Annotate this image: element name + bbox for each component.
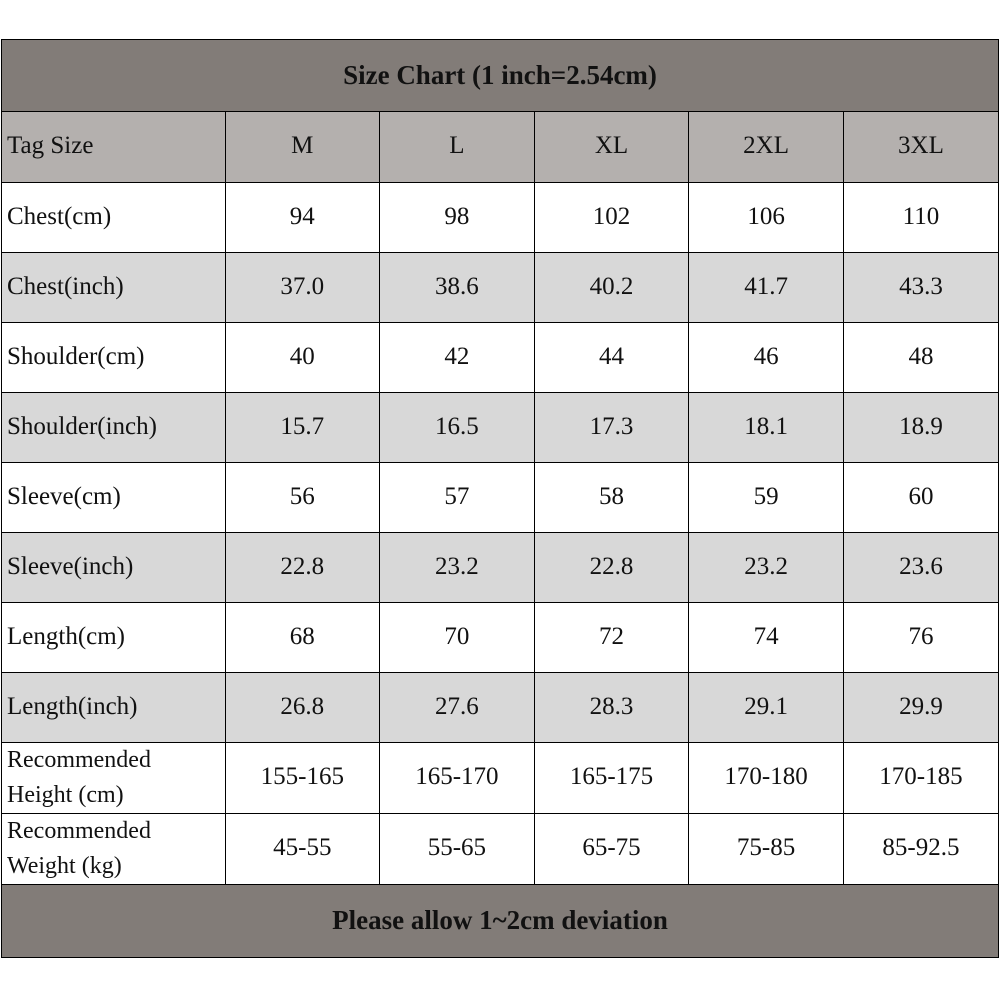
- cell-value: 23.6: [843, 532, 998, 602]
- cell-value: 16.5: [380, 392, 535, 462]
- cell-value: 38.6: [380, 252, 535, 322]
- row-label: [2, 742, 225, 813]
- cell-value: 72: [534, 602, 689, 672]
- cell-value: 42: [380, 322, 535, 392]
- cell-value: 165-175: [534, 742, 689, 813]
- deviation-note: Please allow 1~2cm deviation: [2, 884, 998, 957]
- cell-value: 75-85: [689, 813, 844, 884]
- row-label: Chest(inch): [2, 252, 225, 322]
- cell-value: 29.9: [843, 672, 998, 742]
- cell-value: 23.2: [380, 532, 535, 602]
- cell-value: 57: [380, 462, 535, 532]
- table-row: [2, 742, 998, 813]
- cell-value: 18.1: [689, 392, 844, 462]
- cell-value: 76: [843, 602, 998, 672]
- cell-value: 40.2: [534, 252, 689, 322]
- cell-value: 37.0: [225, 252, 380, 322]
- cell-value: 17.3: [534, 392, 689, 462]
- size-label: L: [380, 112, 535, 182]
- cell-value: 102: [534, 182, 689, 252]
- cell-value: 68: [225, 602, 380, 672]
- row-label: Chest(cm): [2, 182, 225, 252]
- row-label: Sleeve(inch): [2, 532, 225, 602]
- size-chart: [1, 39, 999, 958]
- row-label: Shoulder(cm): [2, 322, 225, 392]
- cell-value: 170-185: [843, 742, 998, 813]
- cell-value: 26.8: [225, 672, 380, 742]
- cell-value: 94: [225, 182, 380, 252]
- cell-value: 65-75: [534, 813, 689, 884]
- cell-value: 56: [225, 462, 380, 532]
- cell-value: 106: [689, 182, 844, 252]
- row-label: [2, 813, 225, 884]
- cell-value: 46: [689, 322, 844, 392]
- size-table: [2, 112, 998, 884]
- cell-value: 29.1: [689, 672, 844, 742]
- cell-value: 74: [689, 602, 844, 672]
- row-label-line: Recommended: [7, 817, 151, 844]
- row-label-line: Weight (kg): [7, 852, 122, 879]
- cell-value: 22.8: [225, 532, 380, 602]
- row-label-line: Height (cm): [7, 781, 124, 808]
- row-label-line: Recommended: [7, 746, 151, 773]
- cell-value: 110: [843, 182, 998, 252]
- table-row: [2, 602, 998, 672]
- cell-value: 45-55: [225, 813, 380, 884]
- cell-value: 165-170: [380, 742, 535, 813]
- table-row: [2, 672, 998, 742]
- cell-value: 15.7: [225, 392, 380, 462]
- cell-value: 41.7: [689, 252, 844, 322]
- cell-value: 18.9: [843, 392, 998, 462]
- row-label: Sleeve(cm): [2, 462, 225, 532]
- table-row: [2, 392, 998, 462]
- size-label: 2XL: [689, 112, 844, 182]
- cell-value: 170-180: [689, 742, 844, 813]
- cell-value: 85-92.5: [843, 813, 998, 884]
- chart-title: Size Chart (1 inch=2.54cm): [2, 40, 998, 112]
- table-row: [2, 813, 998, 884]
- cell-value: 70: [380, 602, 535, 672]
- header-row: [2, 112, 998, 182]
- cell-value: 22.8: [534, 532, 689, 602]
- cell-value: 43.3: [843, 252, 998, 322]
- cell-value: 98: [380, 182, 535, 252]
- cell-value: 155-165: [225, 742, 380, 813]
- cell-value: 44: [534, 322, 689, 392]
- size-label: M: [225, 112, 380, 182]
- cell-value: 23.2: [689, 532, 844, 602]
- cell-value: 48: [843, 322, 998, 392]
- cell-value: 60: [843, 462, 998, 532]
- cell-value: 28.3: [534, 672, 689, 742]
- row-label: Tag Size: [2, 112, 225, 182]
- cell-value: 55-65: [380, 813, 535, 884]
- table-row: [2, 532, 998, 602]
- row-label: Length(cm): [2, 602, 225, 672]
- table-row: [2, 322, 998, 392]
- cell-value: 27.6: [380, 672, 535, 742]
- row-label: Length(inch): [2, 672, 225, 742]
- table-row: [2, 462, 998, 532]
- size-label: 3XL: [843, 112, 998, 182]
- table-row: [2, 252, 998, 322]
- cell-value: 40: [225, 322, 380, 392]
- size-label: XL: [534, 112, 689, 182]
- cell-value: 58: [534, 462, 689, 532]
- table-row: [2, 182, 998, 252]
- cell-value: 59: [689, 462, 844, 532]
- row-label: Shoulder(inch): [2, 392, 225, 462]
